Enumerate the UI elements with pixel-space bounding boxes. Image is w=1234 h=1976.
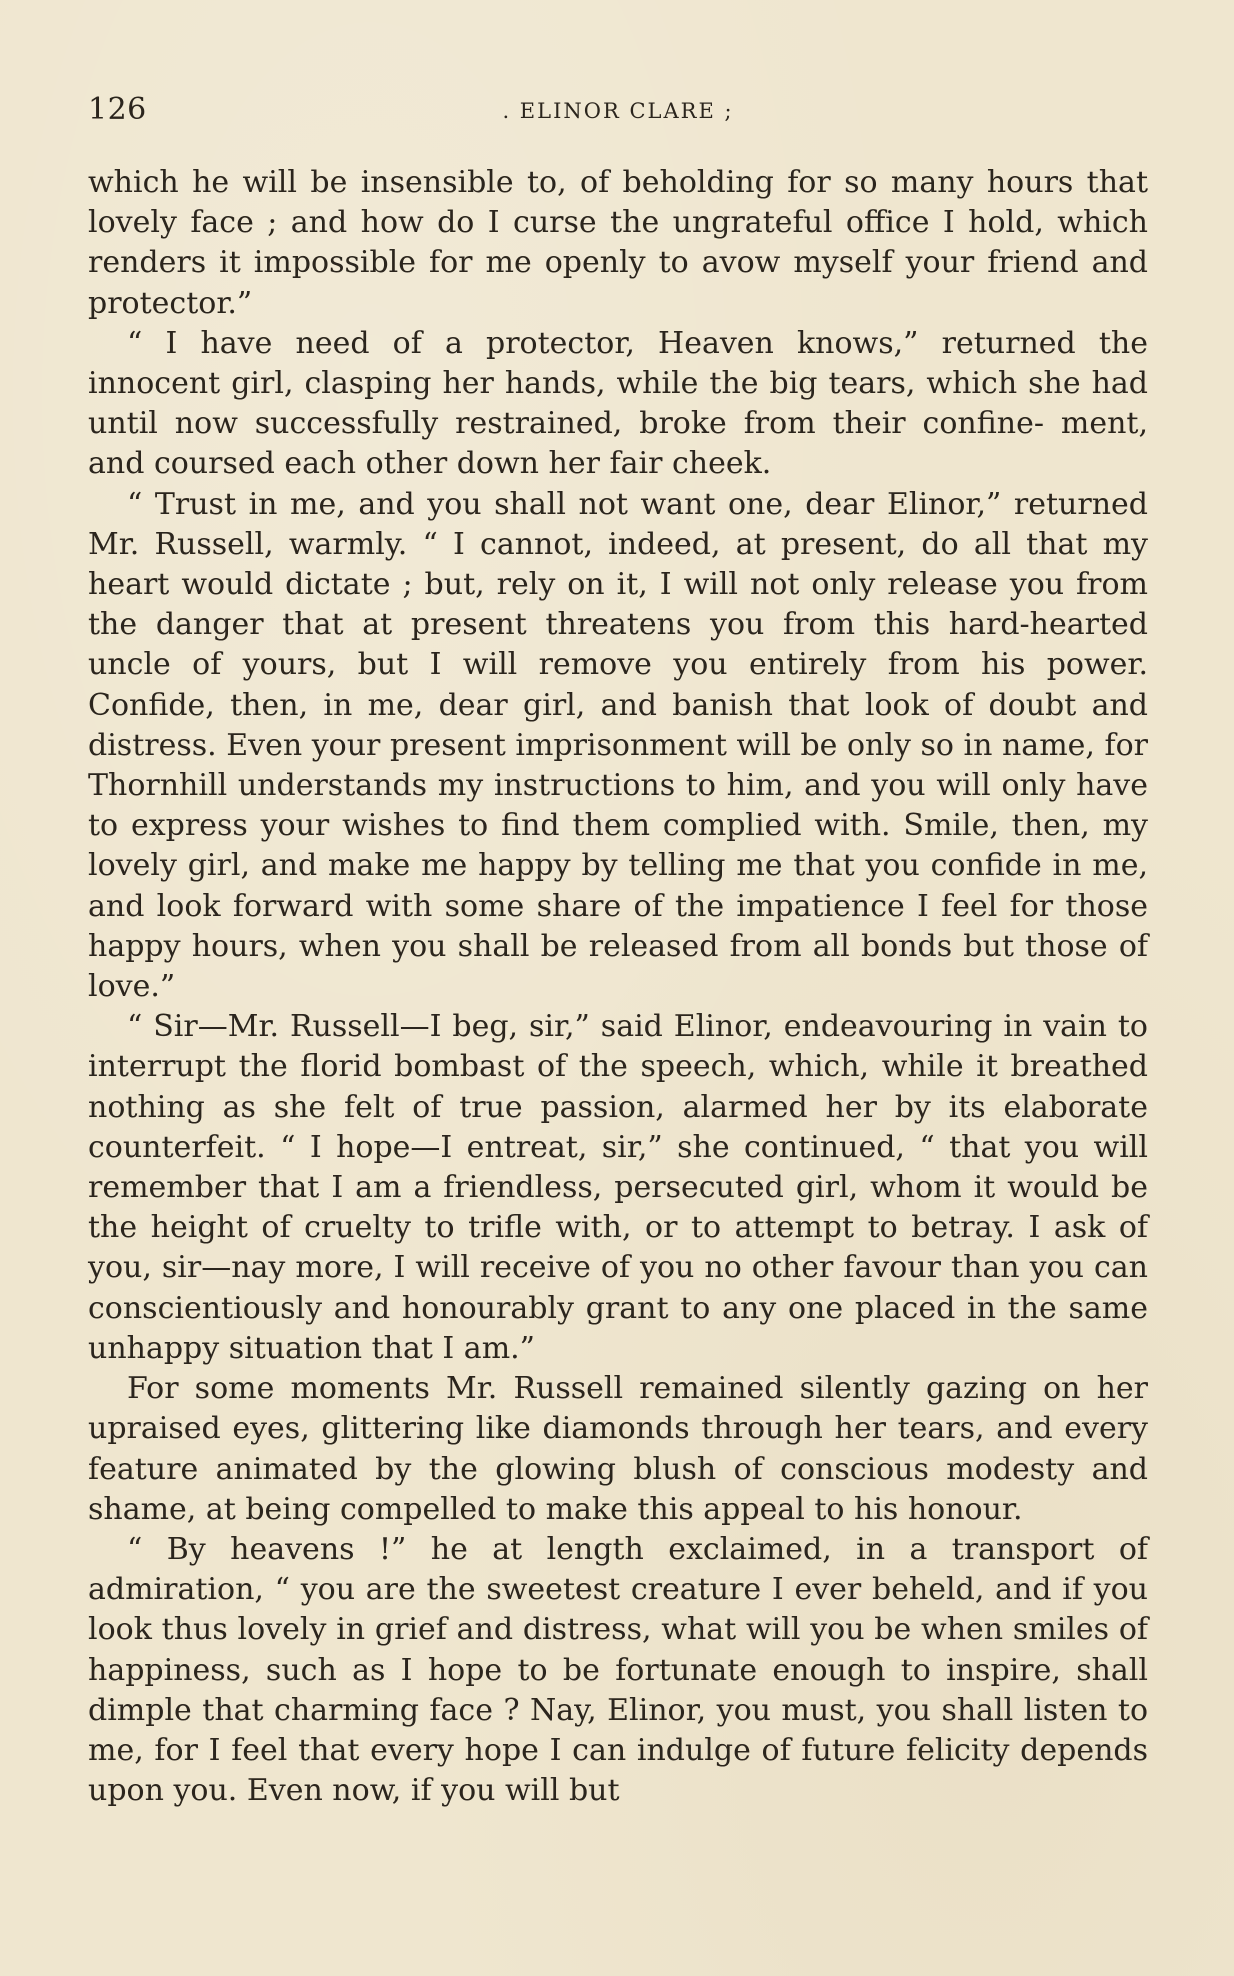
page-header [88, 92, 1148, 132]
paragraph-5: For some moments Mr. Russell remained silently gazing on her upraised eyes, glittering like diamonds through her tears, and every feature animated by the glowing blush of conscious modesty and shame, at being compelled to make this appeal to his honour. [88, 1371, 1148, 1527]
paragraph-1: which he will be insensible to, of beholding for so many hours that lovely face ; and how do I curse the ungrateful office I hold, which renders it impossible for me openly to avow myself your friend and protector.” [88, 165, 1148, 321]
page-number: 126 [88, 92, 147, 127]
paragraph-2: “ I have need of a protector, Heaven knows,” returned the innocent girl, clasping her hands, while the big tears, which she had until now successfully restrained, broke from their confine- ment, and coursed each other down her fair cheek. [88, 325, 1148, 482]
paragraph-3: “ Trust in me, and you shall not want one, dear Elinor,” returned Mr. Russell, warmly. “ I cannot, indeed, at present, do all that my heart would dictate ; but, rely on it, I will not only release you from the danger that at present threatens you from this hard-hearted uncle of yours, but I will remove you entirely from his power. Confide, then, in me, dear girl, and banish that look of doubt and distress. Even your present imprisonment will be only so in name, for Thornhill understands my instructions to him, and you will only have to express your wishes to find them complied with. Smile, then, my lovely girl, and make me happy by telling me that you confide in me, and look forward with some share of the impatience I feel for those happy hours, when you shall be released from all bonds but those of love.” [88, 486, 1148, 1005]
running-head: . ELINOR CLARE ; [502, 99, 734, 123]
body-text [88, 163, 1148, 1811]
paragraph-4: “ Sir—Mr. Russell—I beg, sir,” said Elinor, endeavouring in vain to interrupt the florid bombast of the speech, which, while it breathed nothing as she felt of true passion, alarmed her by its elaborate counterfeit. “ I hope—I entreat, sir,” she continued, “ that you will remember that I am a friendless, persecuted girl, whom it would be the height of cruelty to trifle with, or to attempt to betray. I ask of you, sir—nay more, I will receive of you no other favour than you can conscientiously and honourably grant to any one placed in the same unhappy situation that I am.” [88, 1009, 1148, 1366]
paragraph-6: “ By heavens !” he at length exclaimed, in a transport of admiration, “ you are the sweetest creature I ever beheld, and if you look thus lovely in grief and distress, what will you be when smiles of happiness, such as I hope to be fortunate enough to inspire, shall dimple that charming face ? Nay, Elinor, you must, you shall listen to me, for I feel that every hope I can indulge of future felicity depends upon you. Even now, if you will but [88, 1531, 1148, 1809]
